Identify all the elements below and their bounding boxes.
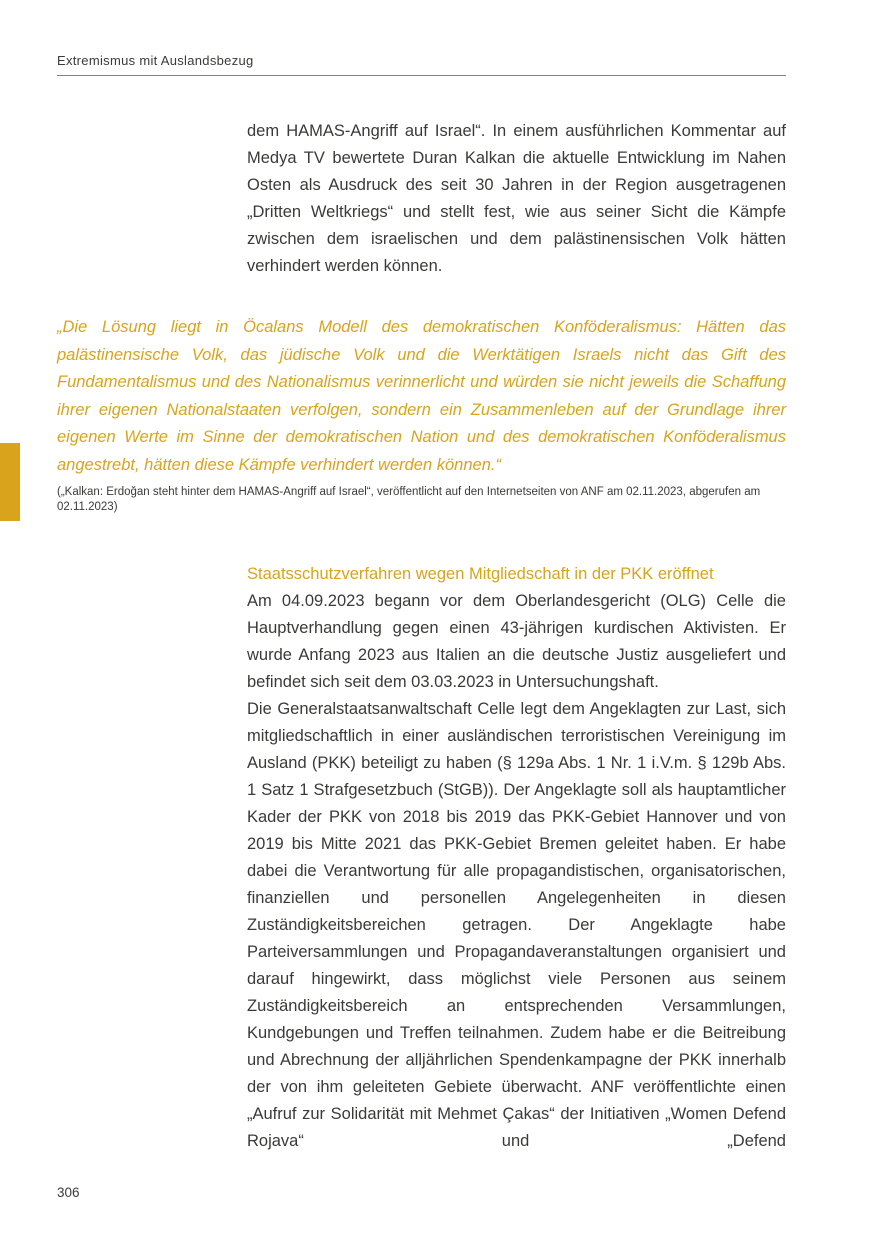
body-paragraph-3: Die Generalstaatsanwaltschaft Celle legt dem Angeklagten zur Last, sich mitgliedschaftlich in einer ausländischen terroristischen Vereinigung im Ausland (PKK) beteiligt zu haben (§ 129a Abs. 1 Nr. 1 i.V.m. § 129b Abs. 1 Satz 1 Strafgesetzbuch (StGB)). Der Angeklagte soll als hauptamtlicher Kader der PKK von 2018 bis 2019 das PKK-Gebiet Hannover und von 2019 bis Mitte 2021 das PKK-Gebiet Bremen geleitet haben. Er habe dabei die Verantwortung für alle propagandistischen, organisatorischen, finanziellen und personellen Angelegenheiten in diesen Zuständigkeitsbereichen getragen. Der Angeklagte habe Parteiversammlungen und Propagandaveranstaltungen organisiert und darauf hingewirkt, dass möglichst viele Personen aus seinem Zuständigkeitsbereich an entsprechenden Versammlungen, Kundgebungen und Treffen teilnahmen. Zudem habe er die Beitreibung und Abrechnung der alljährlichen Spendenkampagne der PKK innerhalb der von ihm geleiteten Gebiete überwacht. ANF veröffentlichte einen „Aufruf zur Solidarität mit Mehmet Çakas“ der Initiativen „Women Defend Rojava“ und „Defend: [247, 700, 786, 1150]
body-paragraph-1: dem HAMAS-Angriff auf Israel“. In einem ausführlichen Kommentar auf Medya TV bewertete Duran Kalkan die aktuelle Entwicklung im Nahen Osten als Ausdruck des seit 30 Jahren in der Region ausgetragenen „Dritten Weltkriegs“ und stellt fest, wie aus seiner Sicht die Kämpfe zwischen dem israelischen und dem palästinensischen Volk hätten verhindert werden können.: [247, 122, 786, 275]
running-header: Extremismus mit Auslandsbezug: [57, 53, 254, 68]
margin-accent-bar: [0, 443, 20, 521]
header-rule: [57, 75, 786, 76]
page-number: 306: [57, 1185, 80, 1200]
body-text-block: [247, 588, 786, 1155]
section-heading: Staatsschutzverfahren wegen Mitgliedschaft in der PKK eröffnet: [247, 565, 714, 583]
source-footnote: („Kalkan: Erdoğan steht hinter dem HAMAS-Angriff auf Israel“, veröffentlicht auf den Internetseiten von ANF am 02.11.2023, abgerufen am 02.11.2023): [57, 486, 761, 513]
body-paragraph-2: Am 04.09.2023 begann vor dem Oberlandesgericht (OLG) Celle die Hauptverhandlung gegen einen 43-jährigen kurdischen Aktivisten. Er wurde Anfang 2023 aus Italien an die deutsche Justiz ausgeliefert und befindet sich seit dem 03.03.2023 in Untersuchungshaft.: [247, 592, 786, 691]
pull-quote: „Die Lösung liegt in Öcalans Modell des demokratischen Konföderalismus: Hätten das palästinensische Volk, das jüdische Volk und die Werktätigen Israels nicht das Gift des Fundamentalismus und des Nationalismus verinnerlicht und würden sie nicht jeweils die Schaffung ihrer eigenen Nationalstaaten verfolgen, sondern ein Zusammenleben auf der Grundlage ihrer eigenen Werte im Sinne der demokratischen Nation und des demokratischen Konföderalismus angestrebt, hätten diese Kämpfe verhindert werden können.“: [57, 318, 786, 474]
